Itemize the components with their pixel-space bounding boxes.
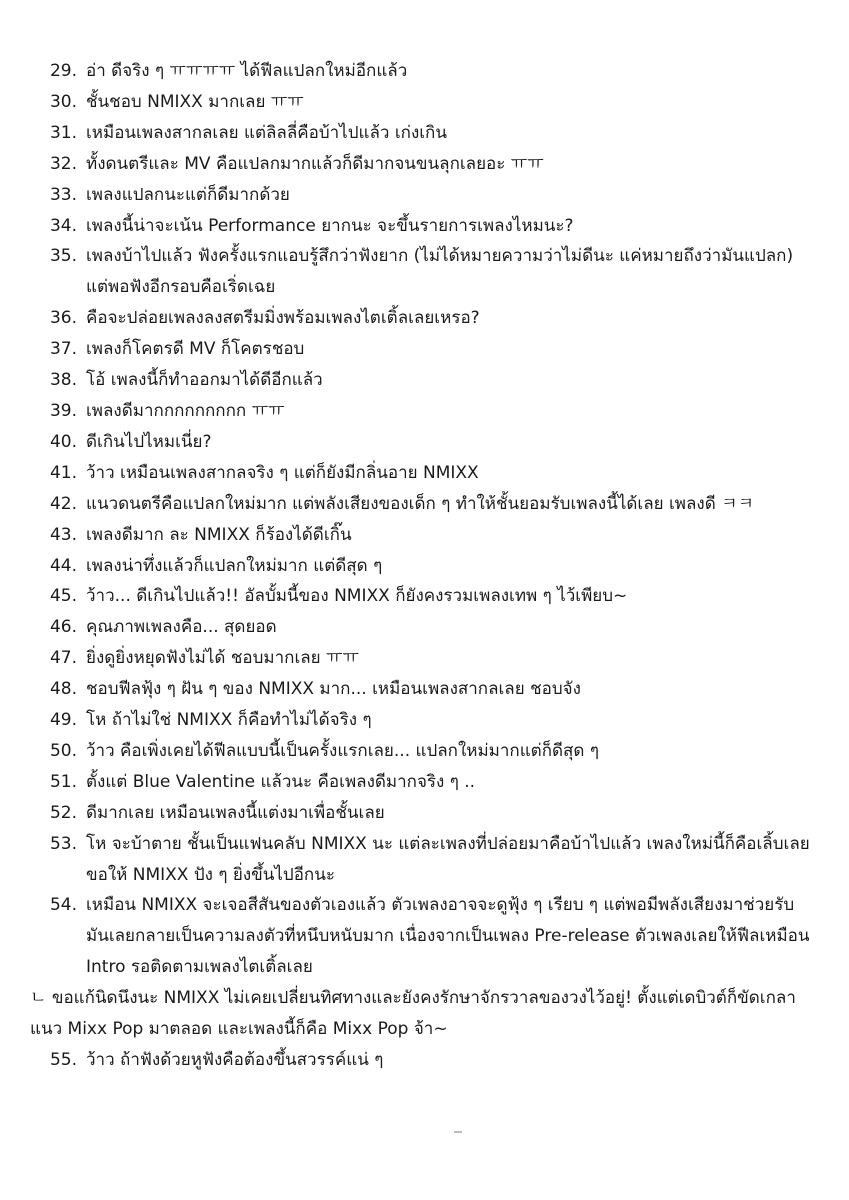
list-item	[0, 890, 849, 983]
item-text: ว้าว คือเพิ่งเคยได้ฟีลแบบนี้เป็นครั้งแรกเลย... แปลกใหม่มากแต่ก็ดีสุด ๆ	[86, 740, 599, 761]
item-number: 33.	[49, 184, 77, 205]
list-item	[0, 303, 849, 334]
item-text: โห จะบ้าตาย ชั้นเป็นแฟนคลับ NMIXX นะ แต่ละเพลงที่ปล่อยมาคือบ้าไปแล้ว เพลงใหม่นี้ก็คือเลิ้บเลย ขอให้ NMIXX ปัง ๆ ยิ่งขึ้นไปอีกนะ	[86, 833, 810, 885]
item-text: ยิ่งดูยิ่งหยุดฟังไม่ได้ ชอบมากเลย ㅠㅠ	[86, 648, 359, 669]
item-number: 38.	[49, 370, 77, 391]
item-number: 43.	[49, 524, 77, 545]
item-number: 49.	[49, 710, 77, 731]
item-number: 51.	[49, 771, 77, 792]
item-number: 55.	[49, 1050, 77, 1070]
item-text: ว้าว เหมือนเพลงสากลจริง ๆ แต่ก็ยังมีกลิ่นอาย NMIXX	[86, 462, 479, 483]
list-item	[0, 1045, 849, 1076]
text-cursor	[454, 1131, 462, 1133]
item-text: โอ้ เพลงนี้ก็ทำออกมาได้ดีอีกแล้ว	[86, 370, 323, 391]
item-text: เหมือนเพลงสากลเลย แต่ลิลลี่คือบ้าไปแล้ว เก่งเกิน	[86, 122, 447, 143]
list-item	[0, 643, 849, 674]
list-item	[0, 551, 849, 582]
item-number: 37.	[49, 339, 77, 360]
item-text: ตั้งแต่ Blue Valentine แล้วนะ คือเพลงดีมากจริง ๆ ..	[86, 771, 476, 792]
item-text: ว้าว... ดีเกินไปแล้ว!! อัลบั้มนี้ของ NMIXX ก็ยังคงรวมเพลงเทพ ๆ ไว้เพียบ~	[86, 586, 628, 607]
item-number: 32.	[49, 153, 77, 174]
item-number: 39.	[49, 400, 77, 421]
list-item	[0, 334, 849, 365]
correction-note	[0, 983, 849, 1045]
item-text: โห ถ้าไม่ใช่ NMIXX ก็คือทำไม่ได้จริง ๆ	[86, 710, 372, 731]
item-number: 45.	[49, 586, 77, 607]
item-text: เพลงดีมาก ละ NMIXX ก็ร้องได้ดีเกิ๊น	[86, 524, 352, 545]
item-number: 30.	[49, 91, 77, 112]
item-text: คือจะปล่อยเพลงลงสตรีมมิ่งพร้อมเพลงไตเติ้ลเลยเหรอ?	[86, 308, 480, 329]
list-item	[0, 829, 849, 891]
item-number: 47.	[49, 648, 77, 669]
item-number: 54.	[49, 895, 77, 916]
list-item	[0, 767, 849, 798]
comment-list	[0, 56, 849, 1076]
item-text: ทั้งดนตรีและ MV คือแปลกมากแล้วก็ดีมากจนขนลุกเลยอะ ㅠㅠ	[86, 153, 544, 174]
list-item	[0, 396, 849, 427]
list-item	[0, 489, 849, 520]
item-number: 36.	[49, 308, 77, 329]
list-item	[0, 180, 849, 211]
item-number: 44.	[49, 555, 77, 576]
list-item	[0, 581, 849, 612]
item-text: เพลงดีมากกกกกกกกก ㅠㅠ	[86, 400, 285, 421]
item-number: 35.	[49, 246, 77, 267]
list-item	[0, 736, 849, 767]
item-number: 40.	[49, 431, 77, 452]
reply-marker: ㄴ	[30, 988, 47, 1009]
item-number: 42.	[49, 493, 77, 514]
list-item	[0, 56, 849, 87]
list-item	[0, 458, 849, 489]
list-item	[0, 241, 849, 303]
item-text: เพลงแปลกนะแต่ก็ดีมากด้วย	[86, 184, 290, 205]
item-text: ชั้นชอบ NMIXX มากเลย ㅠㅠ	[86, 91, 304, 112]
list-item	[0, 365, 849, 396]
list-item	[0, 612, 849, 643]
item-text: เพลงนี้น่าจะเน้น Performance ยากนะ จะขึ้นรายการเพลงไหมนะ?	[86, 215, 574, 236]
item-number: 48.	[49, 679, 77, 700]
item-number: 46.	[49, 617, 77, 638]
list-item	[0, 798, 849, 829]
list-item	[0, 211, 849, 242]
item-text: คุณภาพเพลงคือ... สุดยอด	[86, 617, 277, 638]
list-item	[0, 674, 849, 705]
list-item	[0, 118, 849, 149]
item-text: ดีเกินไปไหมเนี่ย?	[86, 431, 212, 452]
item-text: ดีมากเลย เหมือนเพลงนี้แต่งมาเพื่อชั้นเลย	[86, 802, 385, 823]
item-number: 53.	[49, 833, 77, 854]
item-number: 50.	[49, 740, 77, 761]
item-text: เหมือน NMIXX จะเจอสีสันของตัวเองแล้ว ตัวเพลงอาจจะดูฟุ้ง ๆ เรียบ ๆ แต่พอมีพลังเสียงมาช่วยรับ มันเลยกลายเป็นความลงตัวที่หนึบหนับมาก เนื่องจากเป็นเพลง Pre-release ตัวเพลงเลยให้ฟีลเหมือน Intro รอติดตามเพลงไตเติ้ลเลย	[86, 895, 810, 978]
list-item	[0, 520, 849, 551]
item-number: 52.	[49, 802, 77, 823]
item-text: ชอบฟีลฟุ้ง ๆ ฝัน ๆ ของ NMIXX มาก... เหมือนเพลงสากลเลย ชอบจัง	[86, 679, 581, 700]
item-text: แนวดนตรีคือแปลกใหม่มาก แต่พลังเสียงของเด็ก ๆ ทำให้ชั้นยอมรับเพลงนี้ได้เลย เพลงดี ㅋㅋ	[86, 493, 755, 514]
item-text: อ่า ดีจริง ๆ ㅠㅠㅠㅠ ได้ฟีลแปลกใหม่อีกแล้ว	[86, 61, 408, 81]
list-item	[0, 427, 849, 458]
list-item	[0, 705, 849, 736]
item-number: 29.	[49, 61, 77, 81]
item-text: ว้าว ถ้าฟังด้วยหูฟังคือต้องขึ้นสวรรค์แน่ ๆ	[86, 1050, 384, 1070]
item-text: เพลงน่าทึ่งแล้วก็แปลกใหม่มาก แต่ดีสุด ๆ	[86, 555, 383, 576]
item-number: 34.	[49, 215, 77, 236]
item-number: 31.	[49, 122, 77, 143]
item-text: เพลงก็โคตรดี MV ก็โคตรชอบ	[86, 339, 305, 360]
item-text: เพลงบ้าไปแล้ว ฟังครั้งแรกแอบรู้สึกว่าฟังยาก (ไม่ได้หมายความว่าไม่ดีนะ แค่หมายถึงว่ามันแปลก) แต่พอฟังอีกรอบคือเริ่ดเฉย	[86, 246, 794, 298]
list-item	[0, 87, 849, 118]
note-text: ขอแก้นิดนึงนะ NMIXX ไม่เคยเปลี่ยนทิศทางและยังคงรักษาจักรวาลของวงไว้อยู่! ตั้งแต่เดบิวต์ก็ขัดเกลาแนว Mixx Pop มาตลอด และเพลงนี้ก็คือ Mixx Pop จ้า~	[30, 988, 796, 1040]
item-number: 41.	[49, 462, 77, 483]
list-item	[0, 149, 849, 180]
